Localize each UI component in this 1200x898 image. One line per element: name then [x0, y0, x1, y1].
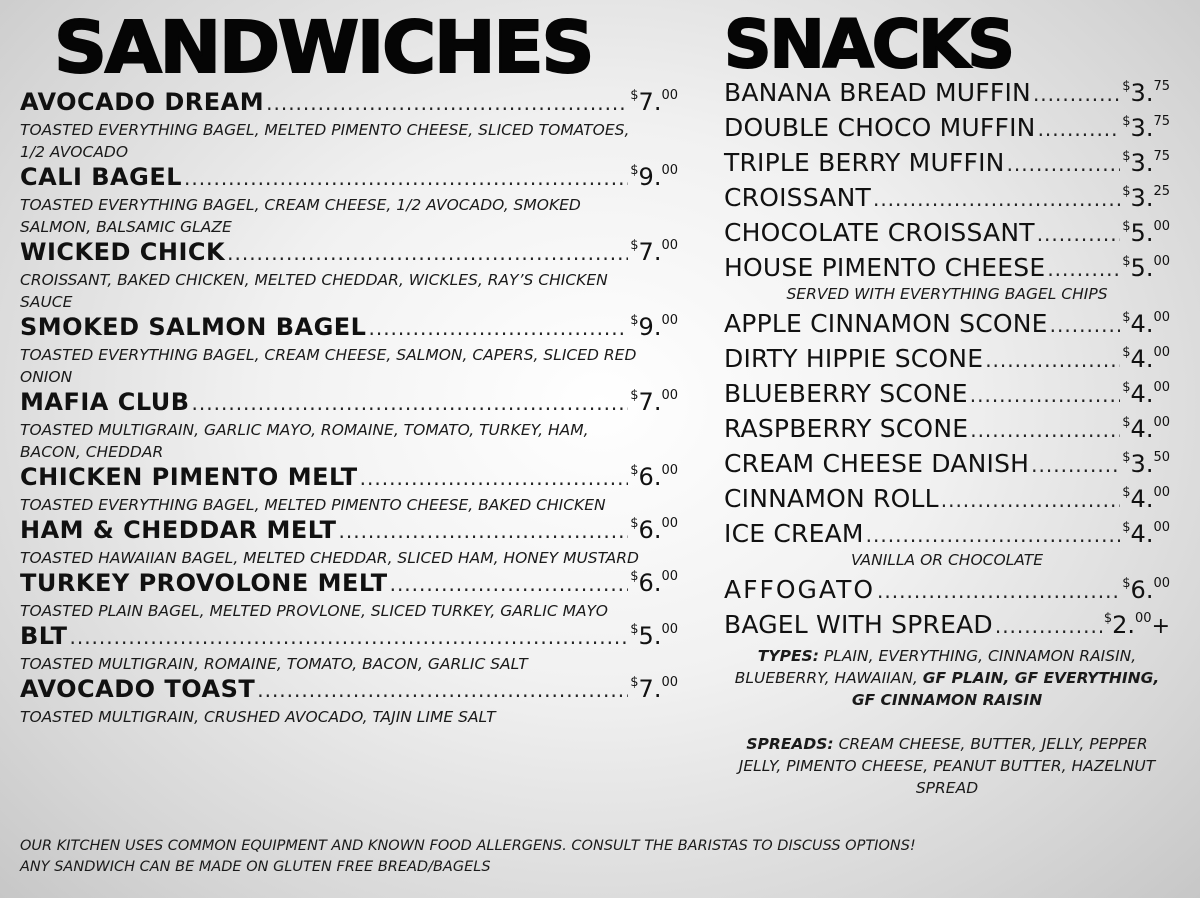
snack-price: $3.75: [1122, 114, 1170, 142]
leader-dots: [873, 187, 1120, 211]
footer-line: OUR KITCHEN USES COMMON EQUIPMENT AND KNOWN FOOD ALLERGENS. CONSULT THE BARISTAS TO DISCUSS OPTIONS!: [20, 838, 916, 854]
snack-item: [724, 113, 1170, 148]
sandwich-item: [20, 388, 678, 463]
sandwich-name: HAM & CHEDDAR MELT: [20, 516, 337, 544]
sandwich-item: [20, 88, 678, 163]
allergen-footer: [20, 836, 916, 878]
sandwich-price: $9.00: [630, 163, 678, 191]
leader-dots: [227, 241, 628, 265]
leader-dots: [1037, 222, 1121, 246]
snack-price: $4.00: [1122, 345, 1170, 373]
sandwich-item: [20, 675, 678, 728]
sandwich-description: TOASTED MULTIGRAIN, GARLIC MAYO, ROMAINE, TOMATO, TURKEY, HAM, BACON, CHEDDAR: [20, 421, 589, 461]
snack-name: CHOCOLATE CROISSANT: [724, 218, 1035, 247]
leader-dots: [995, 614, 1102, 638]
leader-dots: [360, 466, 629, 490]
snack-name: APPLE CINNAMON SCONE: [724, 309, 1048, 338]
sandwich-name: WICKED CHICK: [20, 238, 226, 266]
snack-item: [724, 183, 1170, 218]
sandwich-name: AVOCADO DREAM: [20, 88, 265, 116]
leader-dots: [390, 572, 629, 596]
snack-name: CREAM CHEESE DANISH: [724, 449, 1030, 478]
sandwich-list: [20, 88, 678, 728]
bagel-types: [724, 645, 1170, 799]
leader-dots: [192, 391, 629, 415]
sandwich-price: $7.00: [630, 238, 678, 266]
leader-dots: [368, 316, 628, 340]
sandwich-description: TOASTED EVERYTHING BAGEL, CREAM CHEESE, SALMON, CAPERS, SLICED RED ONION: [20, 346, 637, 386]
sandwich-price: $6.00: [630, 516, 678, 544]
snack-item: [724, 148, 1170, 183]
sandwich-price: $6.00: [630, 569, 678, 597]
sandwich-description: TOASTED EVERYTHING BAGEL, MELTED PIMENTO CHEESE, SLICED TOMATOES, 1/2 AVOCADO: [20, 121, 630, 161]
sandwich-description: TOASTED EVERYTHING BAGEL, CREAM CHEESE, 1/2 AVOCADO, SMOKED SALMON, BALSAMIC GLAZE: [20, 196, 581, 236]
snack-name: AFFOGATO: [724, 575, 876, 604]
snack-name: CINNAMON ROLL: [724, 484, 939, 513]
sandwiches-heading: SANDWICHES: [54, 5, 593, 90]
snack-price: $6.00: [1122, 576, 1170, 604]
snack-price: $3.50: [1122, 450, 1170, 478]
snack-name: TRIPLE BERRY MUFFIN: [724, 148, 1005, 177]
snack-item: [724, 449, 1170, 484]
snack-price: $4.00: [1122, 485, 1170, 513]
leader-dots: [257, 678, 628, 702]
snack-list: [724, 78, 1170, 799]
leader-dots: [1047, 257, 1120, 281]
leader-dots: [1031, 453, 1120, 477]
sandwich-item: [20, 163, 678, 238]
snack-name: HOUSE PIMENTO CHEESE: [724, 253, 1046, 282]
snack-name: DIRTY HIPPIE SCONE: [724, 344, 984, 373]
leader-dots: [69, 625, 628, 649]
snack-item: [724, 218, 1170, 253]
snack-item: [724, 519, 1170, 569]
sandwich-description: CROISSANT, BAKED CHICKEN, MELTED CHEDDAR, WICKLES, RAY’S CHICKEN SAUCE: [20, 271, 608, 311]
sandwich-price: $9.00: [630, 313, 678, 341]
snack-price: $3.75: [1122, 79, 1170, 107]
leader-dots: [970, 418, 1120, 442]
snack-note: VANILLA OR CHOCOLATE: [850, 551, 1044, 569]
snack-item: [724, 309, 1170, 344]
sandwich-item: [20, 238, 678, 313]
leader-dots: [970, 383, 1121, 407]
leader-dots: [877, 579, 1120, 603]
sandwich-name: AVOCADO TOAST: [20, 675, 256, 703]
bagel-spreads-text: SPREADS: CREAM CHEESE, BUTTER, JELLY, PEPPER JELLY, PIMENTO CHEESE, PEANUT BUTTER, HAZELNUT SPREAD: [738, 735, 1156, 797]
footer-line: ANY SANDWICH CAN BE MADE ON GLUTEN FREE BREAD/BAGELS: [20, 859, 491, 875]
snack-item: [724, 379, 1170, 414]
leader-dots: [1050, 313, 1121, 337]
snack-price: $3.75: [1122, 149, 1170, 177]
snack-name: RASPBERRY SCONE: [724, 414, 969, 443]
sandwich-item: [20, 463, 678, 516]
snack-item: [724, 78, 1170, 113]
snack-item: [724, 484, 1170, 519]
snack-name: ICE CREAM: [724, 519, 864, 548]
sandwich-name: CALI BAGEL: [20, 163, 183, 191]
sandwich-item: [20, 622, 678, 675]
snack-price: $2.00+: [1103, 611, 1170, 639]
leader-dots: [985, 348, 1120, 372]
sandwich-price: $6.00: [630, 463, 678, 491]
sandwich-description: TOASTED HAWAIIAN BAGEL, MELTED CHEDDAR, SLICED HAM, HONEY MUSTARD: [20, 549, 639, 567]
leader-dots: [1033, 82, 1120, 106]
sandwich-item: [20, 516, 678, 569]
sandwich-description: TOASTED MULTIGRAIN, ROMAINE, TOMATO, BACON, GARLIC SALT: [20, 655, 528, 673]
snack-price: $4.00: [1122, 310, 1170, 338]
snack-name: CROISSANT: [724, 183, 871, 212]
sandwich-price: $7.00: [630, 675, 678, 703]
leader-dots: [866, 523, 1121, 547]
snack-item: [724, 344, 1170, 379]
sandwich-price: $7.00: [630, 88, 678, 116]
sandwich-item: [20, 313, 678, 388]
sandwich-item: [20, 569, 678, 622]
snack-price: $4.00: [1122, 380, 1170, 408]
snack-name: BANANA BREAD MUFFIN: [724, 78, 1031, 107]
snack-price: $3.25: [1122, 184, 1170, 212]
leader-dots: [941, 488, 1121, 512]
snack-note: SERVED WITH EVERYTHING BAGEL CHIPS: [786, 285, 1108, 303]
snack-name: BLUEBERRY SCONE: [724, 379, 968, 408]
sandwich-name: MAFIA CLUB: [20, 388, 190, 416]
snack-price: $5.00: [1122, 254, 1170, 282]
snack-item: [724, 575, 1170, 610]
snack-price: $5.00: [1122, 219, 1170, 247]
leader-dots: [339, 519, 629, 543]
leader-dots: [1007, 152, 1121, 176]
snack-item: [724, 253, 1170, 303]
snack-price: $4.00: [1122, 415, 1170, 443]
snack-item: [724, 610, 1170, 645]
snacks-heading: SNACKS: [724, 6, 1013, 83]
sandwich-price: $7.00: [630, 388, 678, 416]
sandwich-name: SMOKED SALMON BAGEL: [20, 313, 367, 341]
sandwich-description: TOASTED PLAIN BAGEL, MELTED PROVLONE, SLICED TURKEY, GARLIC MAYO: [20, 602, 608, 620]
sandwich-description: TOASTED EVERYTHING BAGEL, MELTED PIMENTO CHEESE, BAKED CHICKEN: [20, 496, 606, 514]
snack-price: $4.00: [1122, 520, 1170, 548]
snack-name: DOUBLE CHOCO MUFFIN: [724, 113, 1036, 142]
sandwich-name: CHICKEN PIMENTO MELT: [20, 463, 358, 491]
leader-dots: [266, 91, 628, 115]
sandwich-name: TURKEY PROVOLONE MELT: [20, 569, 388, 597]
sandwich-description: TOASTED MULTIGRAIN, CRUSHED AVOCADO, TAJIN LIME SALT: [20, 708, 496, 726]
leader-dots: [1038, 117, 1121, 141]
bagel-types-text: TYPES: PLAIN, EVERYTHING, CINNAMON RAISIN, BLUEBERRY, HAWAIIAN, GF PLAIN, GF EVERYTHING, GF CINNAMON RAISIN: [734, 647, 1160, 709]
snack-item: [724, 414, 1170, 449]
sandwich-name: BLT: [20, 622, 68, 650]
sandwich-price: $5.00: [630, 622, 678, 650]
leader-dots: [184, 166, 628, 190]
snack-name: BAGEL WITH SPREAD: [724, 610, 993, 639]
